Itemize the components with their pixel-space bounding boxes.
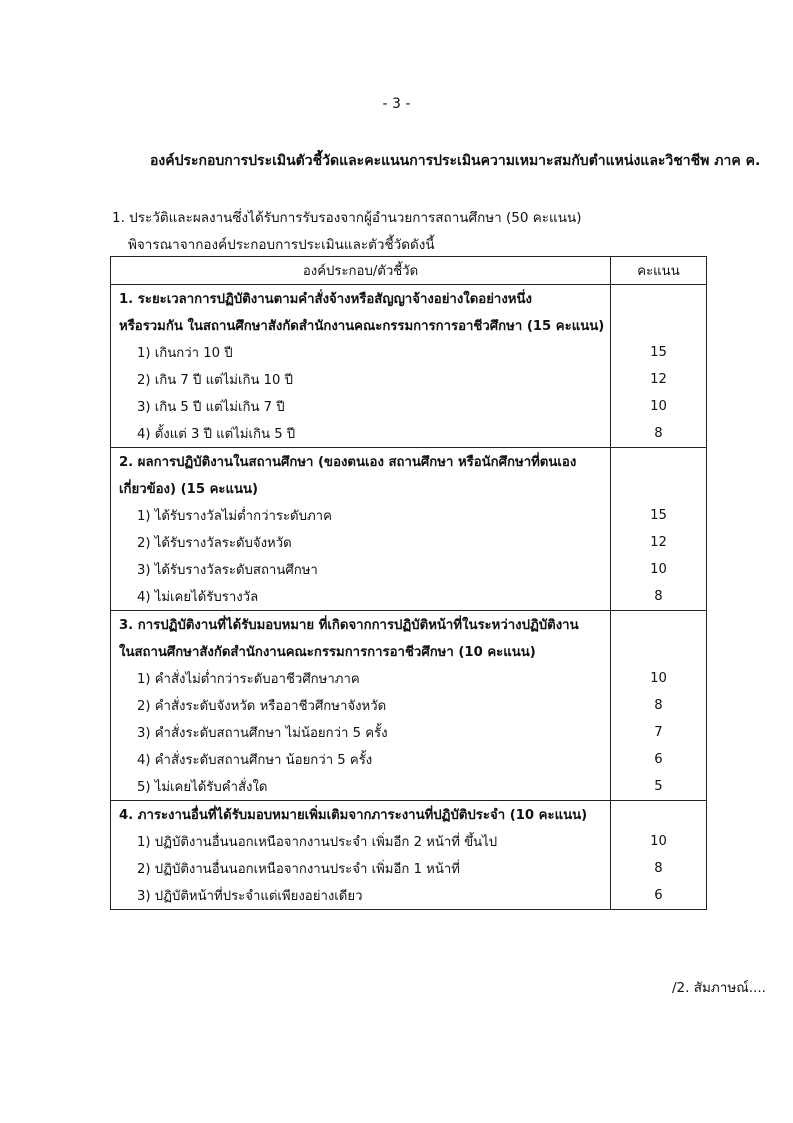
group-title-line: 3. การปฏิบัติงานที่ได้รับมอบหมาย ที่เกิดจากการปฏิบัติหน้าที่ในระหว่างปฏิบัติงาน [111,611,611,639]
document-title: องค์ประกอบการประเมินตัวชี้วัดและคะแนนการประเมินความเหมาะสมกับตำแหน่งและวิชาชีพ ภาค ค. [150,153,761,169]
criteria-label: 3) เกิน 5 ปี แต่ไม่เกิน 7 ปี [111,393,611,420]
table-row [111,339,707,366]
group-title-line: หรือรวมกัน ในสถานศึกษาสังกัดสำนักงานคณะกรรมการการอาชีวศึกษา (15 คะแนน) [111,312,611,339]
criteria-score: 7 [611,719,707,746]
table-header-row [111,257,707,285]
group-title-row [111,638,707,665]
table-row [111,366,707,393]
group-title-row [111,801,707,829]
criteria-label: 2) คำสั่งระดับจังหวัด หรืออาชีวศึกษาจังหวัด [111,692,611,719]
group-title-line: เกี่ยวข้อง) (15 คะแนน) [111,475,611,502]
group-title-line: 4. ภาระงานอื่นที่ได้รับมอบหมายเพิ่มเติมจากภาระงานที่ปฏิบัติประจำ (10 คะแนน) [111,801,611,829]
table-row [111,828,707,855]
group-title-line: 2. ผลการปฏิบัติงานในสถานศึกษา (ของตนเอง สถานศึกษา หรือนักศึกษาที่ตนเอง [111,448,611,476]
table-row [111,529,707,556]
table-row [111,746,707,773]
criteria-score: 10 [611,665,707,692]
section-heading: 1. ประวัติและผลงานซึ่งได้รับการรับรองจากผู้อำนวยการสถานศึกษา (50 คะแนน) [112,210,582,226]
group-title-row [111,611,707,639]
table-row [111,855,707,882]
criteria-score: 8 [611,692,707,719]
criteria-group-1 [111,285,707,448]
criteria-group-4 [111,801,707,910]
group-title-line: ในสถานศึกษาสังกัดสำนักงานคณะกรรมการการอาชีวศึกษา (10 คะแนน) [111,638,611,665]
criteria-score: 10 [611,828,707,855]
criteria-group-3 [111,611,707,801]
criteria-score: 8 [611,855,707,882]
group-title-row [111,448,707,476]
criteria-label: 4) ตั้งแต่ 3 ปี แต่ไม่เกิน 5 ปี [111,420,611,448]
section-subheading: พิจารณาจากองค์ประกอบการประเมินและตัวชี้วัดดังนี้ [128,237,435,253]
criteria-label: 1) ปฏิบัติงานอื่นนอกเหนือจากงานประจำ เพิ่มอีก 2 หน้าที่ ขึ้นไป [111,828,611,855]
group-title-row [111,475,707,502]
criteria-label: 4) ไม่เคยได้รับรางวัล [111,583,611,611]
table-row [111,665,707,692]
criteria-score: 8 [611,583,707,611]
criteria-score: 15 [611,339,707,366]
header-score: คะแนน [611,257,707,285]
criteria-label: 2) ได้รับรางวัลระดับจังหวัด [111,529,611,556]
criteria-label: 3) ได้รับรางวัลระดับสถานศึกษา [111,556,611,583]
group-title-line: 1. ระยะเวลาการปฏิบัติงานตามคำสั่งจ้างหรือสัญญาจ้างอย่างใดอย่างหนึ่ง [111,285,611,313]
header-component: องค์ประกอบ/ตัวชี้วัด [111,257,611,285]
page-number: - 3 - [382,96,411,112]
criteria-score: 10 [611,393,707,420]
criteria-score: 12 [611,529,707,556]
continuation-note: /2. สัมภาษณ์.... [672,980,766,996]
criteria-label: 2) เกิน 7 ปี แต่ไม่เกิน 10 ปี [111,366,611,393]
criteria-score: 15 [611,502,707,529]
criteria-score: 6 [611,746,707,773]
table-row [111,692,707,719]
table-row [111,583,707,611]
criteria-label: 3) ปฏิบัติหน้าที่ประจำแต่เพียงอย่างเดียว [111,882,611,910]
criteria-label: 1) ได้รับรางวัลไม่ต่ำกว่าระดับภาค [111,502,611,529]
table-row [111,393,707,420]
criteria-label: 3) คำสั่งระดับสถานศึกษา ไม่น้อยกว่า 5 ครั้ง [111,719,611,746]
table-row [111,773,707,801]
table-row [111,420,707,448]
table-row [111,502,707,529]
criteria-score: 5 [611,773,707,801]
criteria-label: 5) ไม่เคยได้รับคำสั่งใด [111,773,611,801]
evaluation-score-table [110,256,707,910]
criteria-score: 8 [611,420,707,448]
criteria-label: 1) คำสั่งไม่ต่ำกว่าระดับอาชีวศึกษาภาค [111,665,611,692]
criteria-group-2 [111,448,707,611]
group-title-row [111,285,707,313]
table-row [111,882,707,910]
criteria-score: 6 [611,882,707,910]
group-title-row [111,312,707,339]
criteria-score: 12 [611,366,707,393]
table-row [111,719,707,746]
criteria-score: 10 [611,556,707,583]
table-row [111,556,707,583]
criteria-label: 1) เกินกว่า 10 ปี [111,339,611,366]
criteria-label: 4) คำสั่งระดับสถานศึกษา น้อยกว่า 5 ครั้ง [111,746,611,773]
criteria-label: 2) ปฏิบัติงานอื่นนอกเหนือจากงานประจำ เพิ่มอีก 1 หน้าที่ [111,855,611,882]
